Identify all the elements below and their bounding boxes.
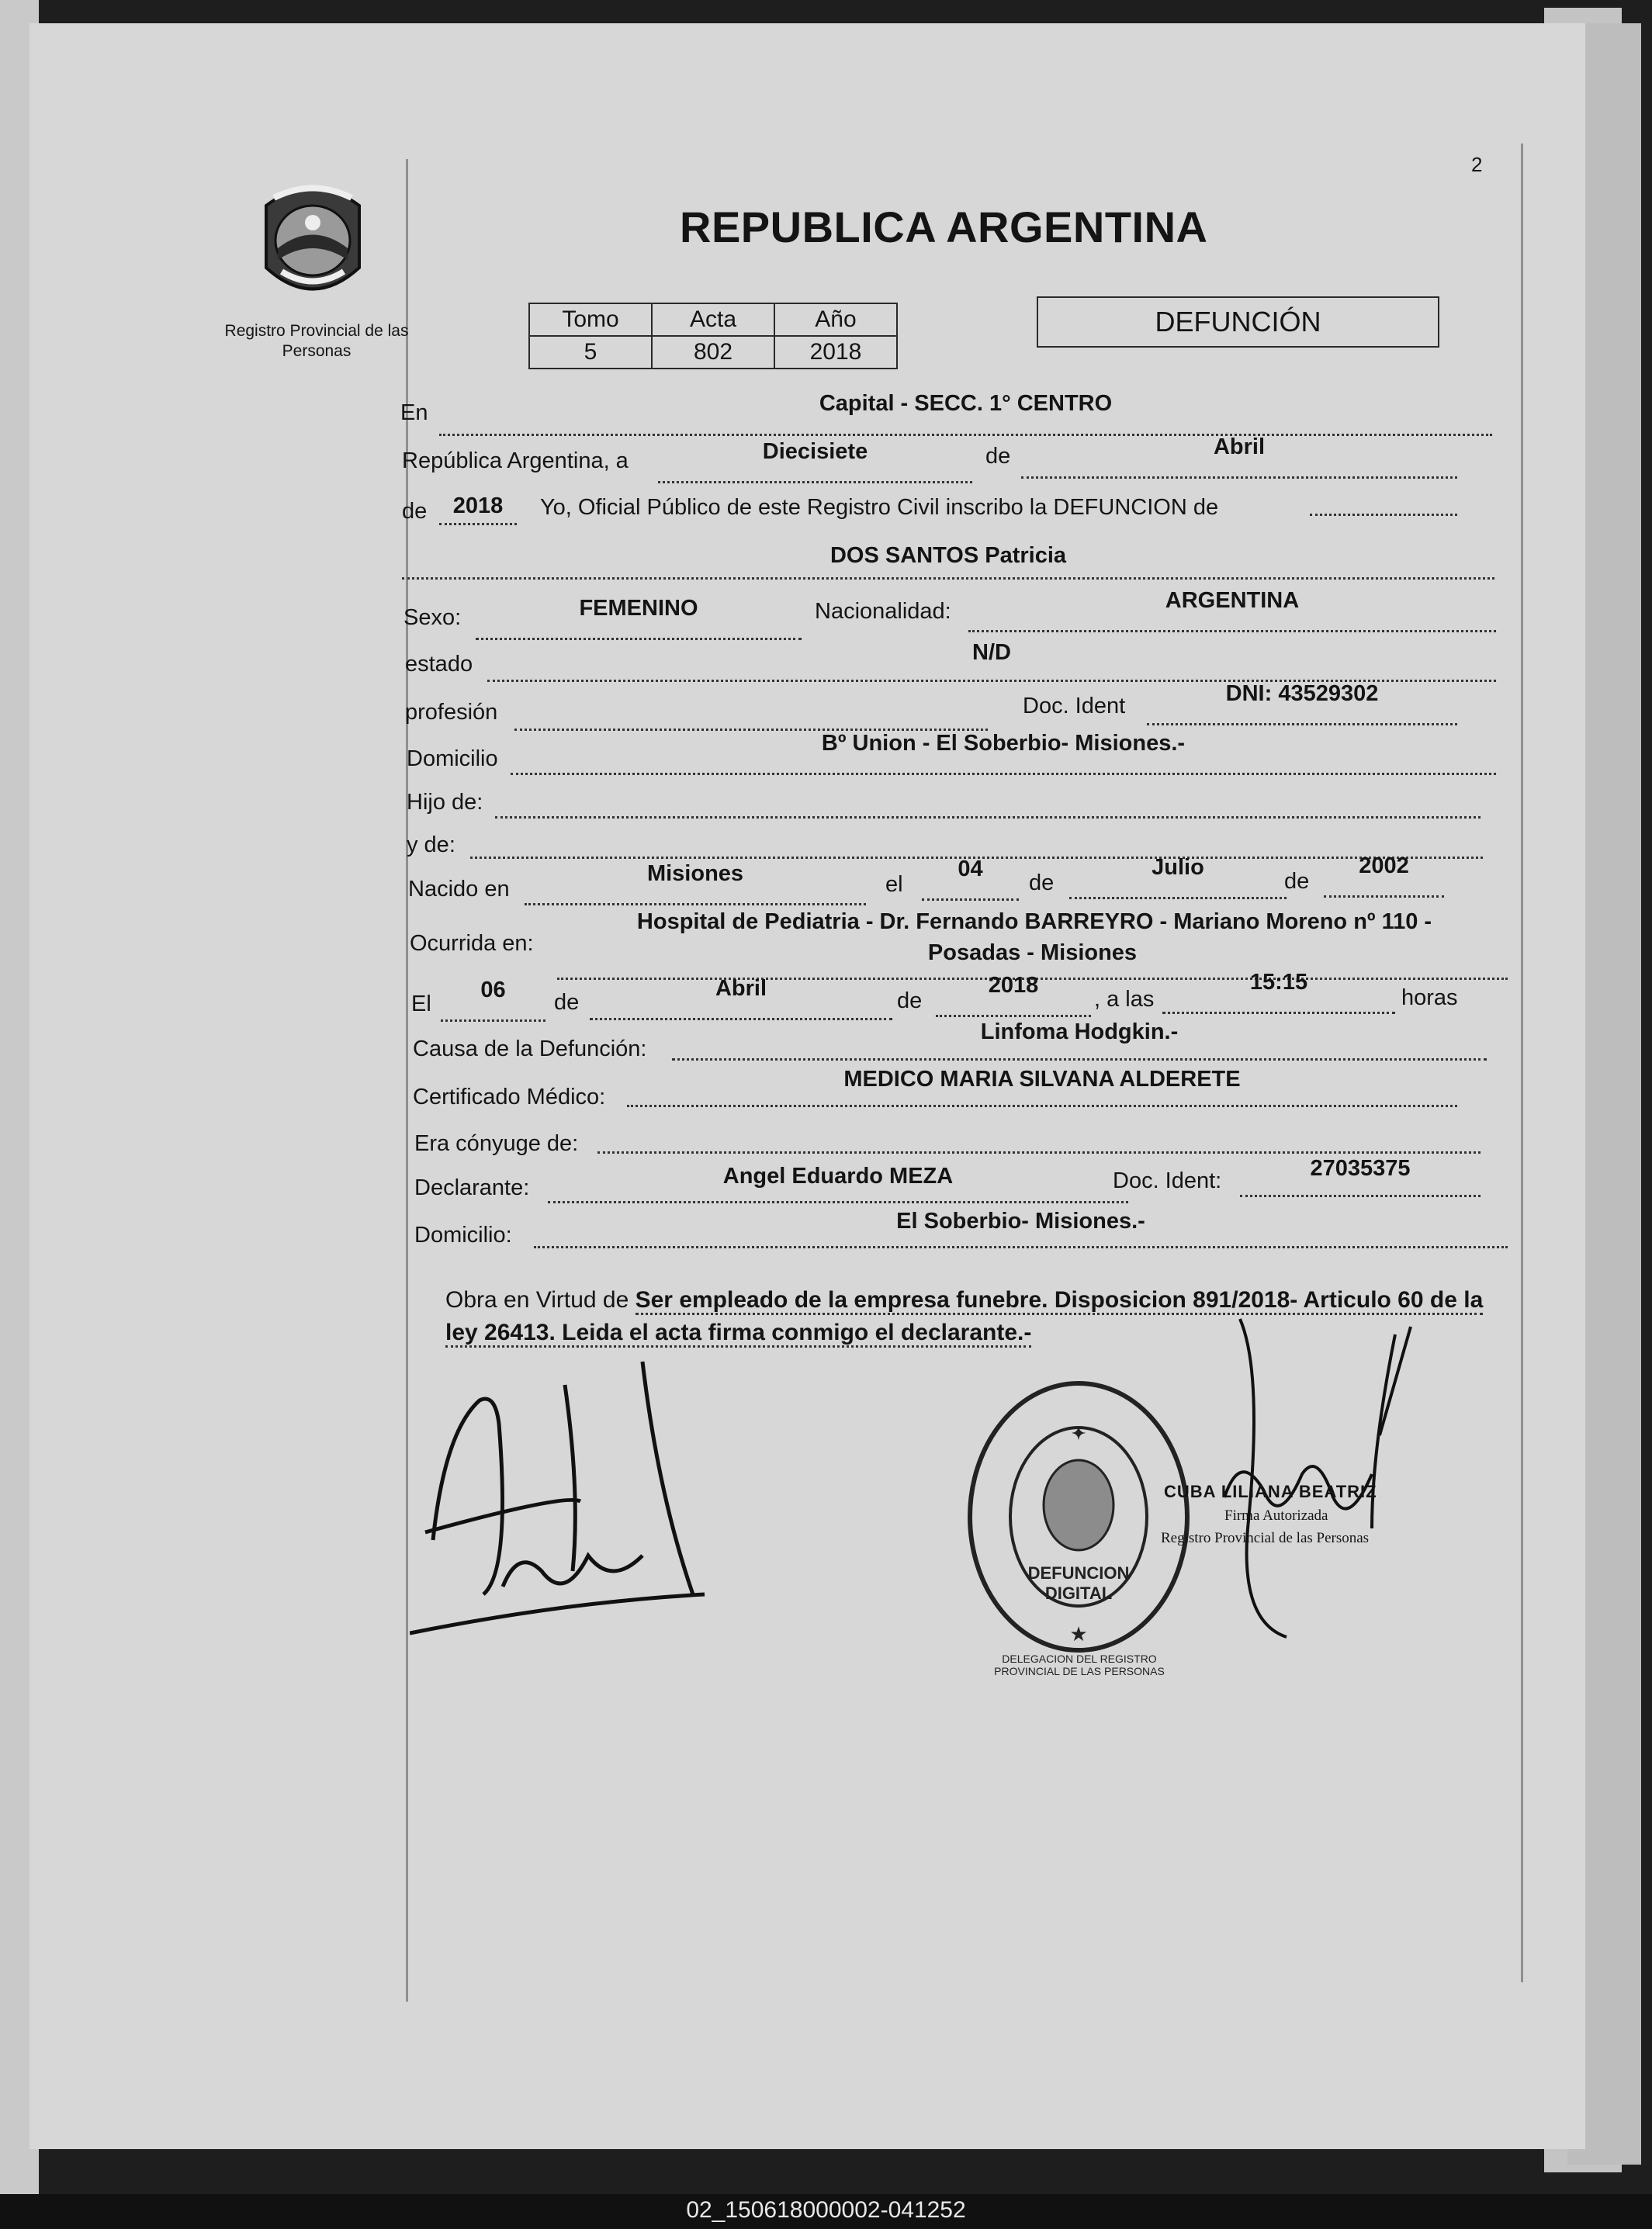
value-day-words: Diecisiete [762,439,868,464]
value-obra: Ser empleado de la empresa funebre. Disposicion 891/2018- Articulo 60 de la ley 26413. Leida el acta firma conmigo el declarante.- [445,1287,1483,1348]
seal-ring-text: DELEGACION DEL REGISTRO PROVINCIAL DE LAS PERSONAS [994,1653,1165,1677]
registry-name: Registro Provincial de las Personas [224,322,409,360]
label-de-5: de [554,990,580,1015]
ref-value-tomo: 5 [529,336,652,369]
value-domicilio-2: El Soberbio- Misiones.- [896,1209,1145,1234]
value-def-mes: Abril [715,976,767,1001]
value-doc-ident-2: 27035375 [1310,1156,1411,1181]
label-a-las: , a las [1094,987,1155,1012]
field-line-hijo [495,790,1481,819]
ref-value-anio: 2018 [774,336,897,369]
value-domicilio: Bº Union - El Soberbio- Misiones.- [821,731,1186,756]
label-de-6: de [897,988,923,1013]
right-margin-rule [1521,144,1523,1982]
label-de-3: de [1029,870,1055,895]
value-month: Abril [1213,434,1266,459]
label-el-2: El [411,992,431,1016]
value-nacido-lugar: Misiones [646,861,744,886]
value-doc-ident: DNI: 43529302 [1225,681,1379,706]
delegacion-seal-icon [965,1377,1193,1656]
value-def-anio: 2018 [988,973,1039,998]
label-conyuge: Era cónyuge de: [414,1131,579,1156]
document-title: REPUBLICA ARGENTINA [680,202,1208,251]
certificate-page [29,23,1585,2149]
value-sexo: FEMENINO [579,596,698,621]
misiones-crest-icon [251,175,375,306]
label-declarante: Declarante: [414,1175,530,1200]
label-nacionalidad: Nacionalidad: [815,599,951,624]
value-nacido-mes: Julio [1152,855,1204,880]
value-def-hora: 15:15 [1249,970,1308,995]
label-de-1: de [985,444,1011,469]
field-line-profesion [514,702,988,731]
value-nacionalidad: ARGENTINA [1165,588,1300,613]
value-certificado: MEDICO MARIA SILVANA ALDERETE [843,1067,1241,1092]
act-type-box: DEFUNCIÓN [1037,296,1439,348]
svg-text:★: ★ [1069,1622,1088,1646]
label-profesion: profesión [405,700,498,725]
value-estado: N/D [972,640,1011,665]
value-deceased-name: DOS SANTOS Patricia [829,543,1067,568]
label-horas: horas [1401,985,1458,1010]
field-line-conyuge [597,1125,1481,1154]
label-de-2: de [402,499,428,524]
label-doc-ident: Doc. Ident [1023,694,1126,718]
label-y-de: y de: [407,832,455,857]
label-doc-ident-2: Doc. Ident: [1113,1168,1222,1193]
official-name: CUBA LILIANA BEATRIZ [1164,1482,1377,1501]
inscribe-statement: Yo, Oficial Público de este Registro Civil inscribo la DEFUNCION de [540,495,1219,520]
svg-text:✦: ✦ [1071,1424,1086,1443]
label-el-1: el [885,872,903,897]
value-nacido-anio: 2002 [1359,853,1409,878]
label-domicilio: Domicilio [407,746,498,771]
value-ocurrida-line-1: Hospital de Pediatria - Dr. Fernando BARREYRO - Mariano Moreno nº 110 - [636,909,1432,934]
label-ocurrida-en: Ocurrida en: [410,931,534,956]
label-republica: República Argentina, a [402,448,629,473]
value-year: 2018 [452,493,504,518]
label-hijo-de: Hijo de: [407,790,483,815]
label-sexo: Sexo: [403,605,462,630]
value-ocurrida-line-2: Posadas - Misiones [927,940,1138,965]
value-declarante: Angel Eduardo MEZA [722,1164,954,1189]
ref-value-acta: 802 [652,336,774,369]
label-obra: Obra en Virtud de [445,1287,629,1313]
label-en: En [400,400,428,425]
ref-header-tomo: Tomo [529,303,652,336]
left-margin-rule [406,159,408,2002]
field-line-inscribe-tail [1310,487,1457,516]
value-causa: Linfoma Hodgkin.- [980,1019,1179,1044]
value-place: Capital - SECC. 1° CENTRO [819,391,1113,416]
label-domicilio-2: Domicilio: [414,1223,512,1248]
label-causa: Causa de la Defunción: [413,1037,647,1061]
label-nacido-en: Nacido en [408,877,510,902]
official-office: Registro Provincial de las Personas [1161,1530,1370,1546]
value-nacido-dia: 04 [958,857,983,881]
ref-header-acta: Acta [652,303,774,336]
declarant-signature-icon [410,1338,712,1649]
label-estado: estado [405,652,473,677]
label-certificado: Certificado Médico: [413,1085,606,1109]
page-number: 2 [1471,153,1483,176]
label-de-4: de [1284,869,1310,894]
value-def-dia: 06 [480,978,506,1002]
reference-table [528,303,898,369]
official-role: Firma Autorizada [1224,1507,1328,1524]
ref-header-anio: Año [774,303,897,336]
file-id-footer: 02_150618000002-041252 [0,2194,1652,2229]
seal-inner-text: DEFUNCION DIGITAL [1027,1563,1130,1603]
official-signature-icon [1193,1296,1457,1660]
